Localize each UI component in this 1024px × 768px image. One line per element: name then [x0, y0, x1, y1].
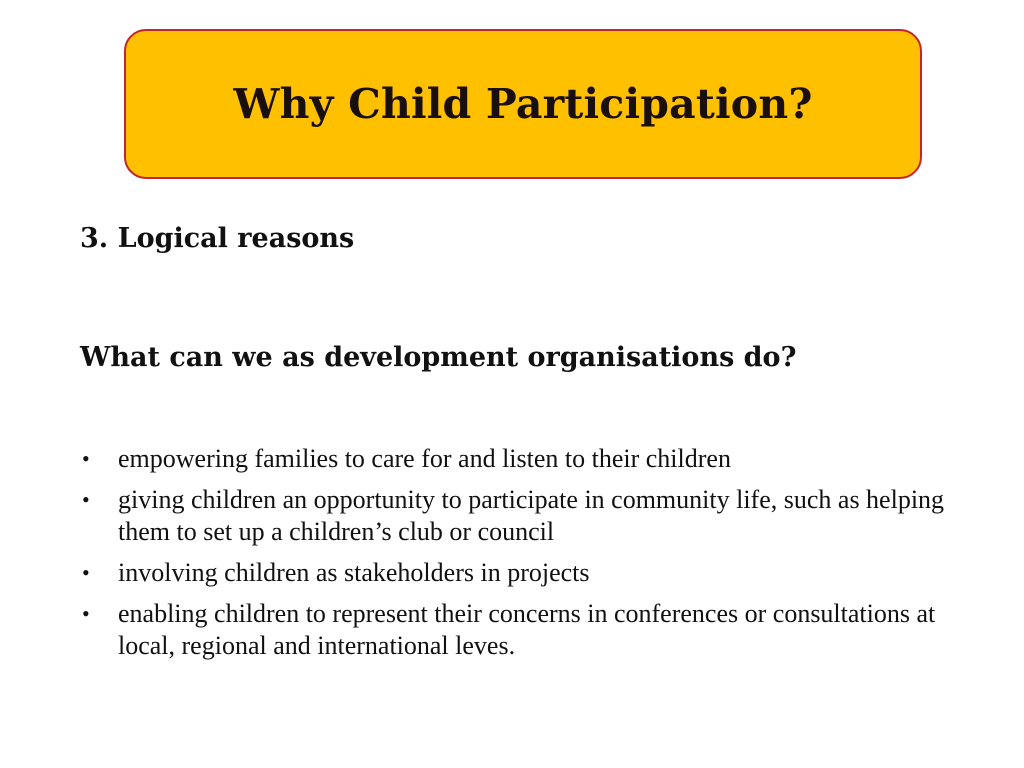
bullet-item [80, 557, 990, 589]
bullet-icon: • [82, 446, 90, 471]
section-heading: 3. Logical reasons [80, 223, 355, 254]
bullet-list [80, 443, 990, 671]
bullet-text: involving children as stakeholders in projects [118, 558, 590, 587]
slide-title: Why Child Participation? [233, 80, 813, 128]
bullet-icon: • [82, 487, 90, 512]
bullet-item [80, 598, 990, 662]
question-heading: What can we as development organisations do? [80, 342, 797, 373]
bullet-text: enabling children to represent their concerns in conferences or consultations at local, regional and international leves. [118, 599, 936, 660]
bullet-icon: • [82, 560, 90, 585]
bullet-item [80, 484, 990, 548]
bullet-item [80, 443, 990, 475]
title-banner [124, 29, 922, 179]
bullet-text: empowering families to care for and listen to their children [118, 444, 731, 473]
bullet-text: giving children an opportunity to participate in community life, such as helping them to set up a children’s club or council [118, 485, 945, 546]
bullet-icon: • [82, 601, 90, 626]
